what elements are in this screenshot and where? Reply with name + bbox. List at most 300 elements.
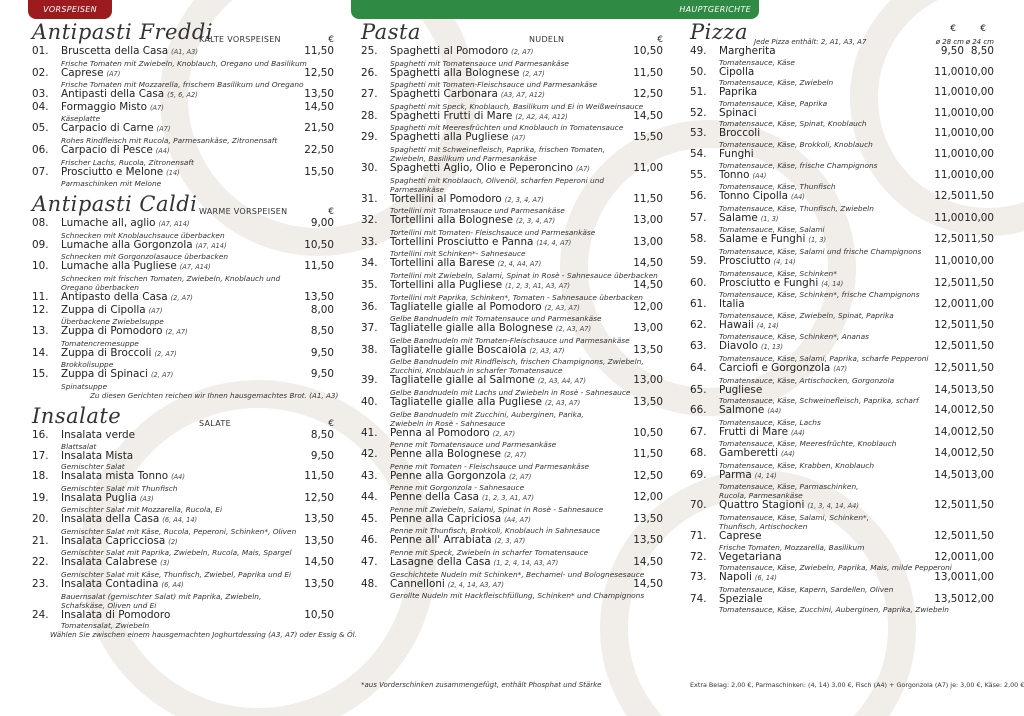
item-name bbox=[61, 348, 300, 361]
item-allergens: (A4) bbox=[791, 193, 805, 202]
item-description: Käseplatte bbox=[61, 114, 101, 124]
item-name bbox=[719, 500, 924, 513]
item-number: 54. bbox=[690, 147, 707, 160]
menu-item bbox=[690, 552, 994, 573]
menu-item bbox=[690, 500, 994, 531]
menu-item-row bbox=[361, 471, 663, 484]
insalate-list bbox=[32, 430, 334, 630]
item-number: 12. bbox=[32, 303, 49, 316]
currency-label: € bbox=[950, 24, 956, 34]
item-number: 06. bbox=[32, 143, 49, 156]
item-price-small: 10,00 bbox=[964, 86, 994, 99]
section-subtitle: KALTE VORSPEISEN bbox=[199, 35, 281, 44]
ham-footnote: *aus Vorderschinken zusammengefügt, enthält Phosphat und Stärke bbox=[361, 681, 602, 689]
item-description: Tomatensauce, Käse, Zwiebeln, Paprika, Mais, milde Pepperoni bbox=[719, 563, 952, 573]
item-title: Tortellini al Pomodoro bbox=[390, 193, 502, 205]
item-title: Napoli bbox=[719, 572, 752, 584]
item-title: Insalata Puglia bbox=[61, 492, 137, 504]
item-title: Spinaci bbox=[719, 107, 757, 119]
section-header-pizza bbox=[690, 20, 994, 46]
item-allergens: (A4) bbox=[171, 473, 185, 482]
menu-item bbox=[690, 108, 994, 129]
item-description: Gemischter Salat mit Paprika, Zwiebeln, Rucola, Mais, Spargel bbox=[61, 548, 292, 558]
item-number: 40. bbox=[361, 395, 378, 408]
item-description: Tomatensauce, Käse, Krabben, Knoblauch bbox=[719, 460, 875, 470]
item-price: 14,50 bbox=[633, 577, 663, 590]
item-description: Blattsalat bbox=[61, 441, 97, 451]
item-price: 11,50 bbox=[304, 45, 334, 57]
item-allergens: (14) bbox=[166, 168, 180, 177]
item-description: Bauernsalat (gemischter Salat) mit Paprika, Zwiebeln, bbox=[61, 591, 262, 601]
item-title: Parma bbox=[719, 469, 752, 481]
item-description: Spinatsuppe bbox=[61, 381, 108, 391]
menu-item bbox=[690, 87, 994, 108]
item-allergens: (2, A3, A7) bbox=[529, 346, 565, 355]
item-price: 14,50 bbox=[304, 100, 334, 113]
menu-item bbox=[690, 572, 994, 594]
item-allergens: (A7) bbox=[106, 69, 121, 78]
item-title: Diavolo bbox=[719, 341, 759, 353]
item-description: Zwiebeln, Basilikum und Parmesankäse bbox=[390, 153, 537, 163]
item-price: 11,00 bbox=[633, 161, 663, 174]
item-description: Spaghetti mit Schweinefleisch, Paprika, frischen Tomaten, bbox=[390, 144, 605, 154]
menu-item-row bbox=[690, 46, 994, 58]
item-price: 13,50 bbox=[304, 88, 334, 101]
item-allergens: (4, 14) bbox=[756, 321, 779, 330]
menu-item bbox=[32, 167, 334, 189]
item-description: Oregano überbacken bbox=[61, 282, 139, 292]
item-description: Spaghetti mit Tomaten-Fleischsauce und Parmesankäse bbox=[390, 80, 598, 90]
item-description: Rucola, Parmesankäse bbox=[719, 491, 803, 501]
menu-item bbox=[690, 448, 994, 470]
item-allergens: (14, 4, A7) bbox=[536, 238, 572, 247]
item-name bbox=[390, 514, 629, 527]
item-description: Gemischter Salat mit Käse, Rucola, Peperoni, Schinken*, Oliven bbox=[61, 526, 297, 536]
item-number: 52. bbox=[690, 106, 707, 119]
item-name bbox=[61, 536, 300, 549]
item-description: Penne mit Speck, Zwiebeln in scharfer Tomatensauce bbox=[390, 548, 589, 558]
item-allergens: (1, 2, 4, 14, A3, A7) bbox=[493, 559, 559, 568]
item-allergens: (1, 2, 3, A1, A3, A7) bbox=[505, 281, 570, 290]
item-price-small: 11,00 bbox=[964, 550, 994, 563]
item-name bbox=[61, 326, 300, 339]
dressing-note: Wählen Sie zwischen einem hausgemachten Joghurtdessing (A3, A7) oder Essig & Öl. bbox=[50, 630, 357, 640]
item-title: Vegetariana bbox=[719, 551, 782, 563]
item-name bbox=[61, 451, 300, 463]
item-allergens: (A3) bbox=[139, 494, 154, 503]
item-name bbox=[719, 108, 924, 120]
pizza-list bbox=[690, 46, 994, 614]
item-name bbox=[390, 397, 629, 410]
menu-item bbox=[361, 579, 663, 601]
item-description: Tomatensauce, Käse, Schinken*, frische Champignons bbox=[719, 290, 920, 300]
item-allergens: (4, 14) bbox=[754, 471, 777, 480]
menu-item-row bbox=[361, 215, 663, 228]
item-price-small: 12,50 bbox=[964, 425, 994, 438]
item-title: Spaghetti Carbonara bbox=[390, 89, 498, 101]
item-number: 43. bbox=[361, 469, 378, 482]
item-number: 44. bbox=[361, 491, 378, 504]
menu-item bbox=[32, 493, 334, 515]
item-number: 73. bbox=[690, 571, 707, 584]
menu-item-row bbox=[690, 427, 994, 440]
item-description: Gemischter Salat mit Käse, Thunfisch, Zwiebel, Paprika und Ei bbox=[61, 570, 292, 580]
item-price: 12,50 bbox=[304, 491, 334, 504]
item-price-large: 12,50 bbox=[934, 499, 964, 512]
menu-item-row bbox=[690, 234, 994, 247]
menu-item bbox=[690, 341, 994, 363]
item-price: 11,50 bbox=[304, 260, 334, 273]
item-allergens: (A4) bbox=[781, 450, 795, 459]
extra-toppings-note: Extra Belag: 2,00 €, Parmaschinken: (4, 14) 3,00 €, Fisch (A4) + Gorgonzola (A7) je: 3,00 €, Käse: 2,00 € bbox=[690, 681, 1024, 689]
item-price: 13,50 bbox=[304, 513, 334, 526]
item-description: Tomatensauce, Käse, Paprika bbox=[719, 98, 828, 108]
menu-item-row bbox=[361, 557, 663, 570]
menu-item bbox=[690, 191, 994, 213]
item-title: Carciofi e Gorgonzola bbox=[719, 362, 831, 374]
section-header-antipasti-freddi bbox=[32, 20, 334, 46]
menu-item-row bbox=[361, 345, 663, 358]
item-price-small: 11,50 bbox=[964, 530, 994, 543]
menu-item-row bbox=[690, 405, 994, 418]
item-name bbox=[61, 68, 300, 81]
item-number: 50. bbox=[690, 65, 707, 78]
item-number: 46. bbox=[361, 534, 378, 547]
item-description: Tomatensauce, Käse, Salami und frische Champignons bbox=[719, 246, 922, 256]
menu-item-row bbox=[32, 46, 334, 59]
menu-item bbox=[32, 610, 334, 631]
menu-item bbox=[361, 471, 663, 493]
item-price-large: 14,00 bbox=[934, 425, 964, 438]
item-description: Tomatensauce, Käse, Salami, Schinken*, bbox=[719, 513, 870, 523]
item-title: Tagliatelle gialle alla Bolognese bbox=[390, 323, 553, 335]
item-price-large: 12,50 bbox=[934, 233, 964, 246]
item-title: Lumache alla Pugliese bbox=[61, 261, 177, 273]
item-title: Tagliatelle gialle al Pomodoro bbox=[390, 301, 542, 313]
item-price: 10,50 bbox=[304, 238, 334, 251]
item-title: Tonno bbox=[719, 169, 750, 181]
item-price: 10,50 bbox=[633, 426, 663, 439]
item-title: Lasagne della Casa bbox=[390, 557, 491, 569]
menu-item bbox=[690, 470, 994, 501]
menu-item bbox=[690, 213, 994, 235]
menu-item-row bbox=[690, 531, 994, 543]
menu-item bbox=[32, 557, 334, 579]
item-price-small: 10,00 bbox=[964, 168, 994, 181]
item-description: Gerollte Nudeln mit Hackfleischfüllung, Schinken* und Champignons bbox=[390, 591, 645, 601]
item-allergens: (2, A7) bbox=[150, 371, 174, 380]
item-allergens: (4, 14) bbox=[773, 257, 796, 266]
item-allergens: (1, 13) bbox=[761, 343, 783, 352]
item-name bbox=[390, 579, 629, 592]
item-price: 21,50 bbox=[304, 122, 334, 135]
item-price-small: 11,50 bbox=[964, 233, 994, 246]
item-title: Cannelloni bbox=[390, 578, 445, 590]
item-allergens: (1, 3) bbox=[760, 214, 779, 223]
item-price-small: 11,00 bbox=[964, 298, 994, 311]
currency-label: € bbox=[328, 35, 334, 45]
item-description: Zwiebeln in Rosè - Sahnesauce bbox=[390, 418, 506, 428]
item-name bbox=[61, 218, 300, 231]
menu-item bbox=[361, 345, 663, 376]
item-number: 31. bbox=[361, 192, 378, 205]
item-title: Insalata Calabrese bbox=[61, 557, 158, 569]
item-number: 18. bbox=[32, 470, 49, 483]
item-title: Zuppa di Cipolla bbox=[61, 304, 146, 316]
item-allergens: (6, A4, 14) bbox=[162, 516, 198, 525]
item-name bbox=[390, 132, 629, 145]
item-number: 32. bbox=[361, 214, 378, 227]
item-title: Tagliatelle gialle alla Pugliese bbox=[390, 396, 543, 408]
item-price: 12,00 bbox=[633, 300, 663, 313]
item-title: Insalata Mista bbox=[61, 450, 134, 462]
item-description: Tomatensauce, Käse, Zwiebeln, Spinat, Paprika bbox=[719, 310, 894, 320]
item-description: Tomatensauce, Käse, Zwiebeln bbox=[719, 78, 834, 88]
item-description: Tomatensauce, Käse, Zucchini, Auberginen, Paprika, Zwiebeln bbox=[719, 605, 949, 615]
item-name bbox=[390, 302, 629, 315]
menu-item bbox=[32, 89, 334, 102]
item-description: Tortellini mit Zwiebeln, Salami, Spinat in Rosè - Sahnesauce überbacken bbox=[390, 270, 658, 280]
item-name bbox=[719, 149, 924, 161]
item-title: Antipasto della Casa bbox=[61, 291, 168, 303]
item-price: 11,50 bbox=[633, 192, 663, 205]
item-description: Tortellini mit Tomatensauce und Parmesankäse bbox=[390, 206, 565, 216]
menu-item-row bbox=[32, 240, 334, 253]
item-name bbox=[61, 89, 300, 102]
item-description: Tomatensauce, Käse, Salami, Paprika, scharfe Pepperoni bbox=[719, 353, 929, 363]
item-name bbox=[390, 449, 629, 462]
item-price-large: 12,50 bbox=[934, 276, 964, 289]
menu-item-row bbox=[690, 552, 994, 564]
item-description: Gelbe Bandnudeln mit Tomatensauce und Parmesankäse bbox=[390, 314, 602, 324]
item-title: Frutti di Mare bbox=[719, 426, 788, 438]
item-allergens: (2, A7) bbox=[154, 349, 177, 358]
item-number: 16. bbox=[32, 428, 49, 441]
item-title: Salame bbox=[719, 212, 758, 224]
menu-item bbox=[32, 430, 334, 451]
item-price-small: 11,50 bbox=[964, 499, 994, 512]
item-allergens: (2, A7) bbox=[165, 328, 188, 337]
menu-item bbox=[32, 536, 334, 558]
item-description: Penne mit Gorgonzola - Sahnesauce bbox=[390, 483, 525, 493]
item-price: 11,50 bbox=[633, 66, 663, 79]
item-price-large: 11,00 bbox=[934, 211, 964, 224]
item-name bbox=[390, 111, 629, 124]
item-number: 71. bbox=[690, 530, 707, 543]
menu-item bbox=[690, 128, 994, 149]
section-header-pasta bbox=[361, 20, 663, 46]
menu-item bbox=[32, 292, 334, 305]
item-allergens: (2, A3, A4, A7) bbox=[537, 377, 586, 386]
item-name bbox=[390, 46, 629, 59]
item-description: Brokkolisuppe bbox=[61, 360, 114, 370]
item-allergens: (A7) bbox=[511, 134, 526, 143]
bread-note: Zu diesen Gerichten reichen wir Ihnen hausgemachtes Brot. (A1, A3) bbox=[90, 390, 339, 400]
item-title: Hawaii bbox=[719, 319, 754, 331]
item-name bbox=[61, 369, 300, 382]
item-price-small: 12,50 bbox=[964, 447, 994, 460]
item-price-small: 12,00 bbox=[964, 592, 994, 605]
item-title: Tagliatelle gialle al Salmone bbox=[390, 375, 535, 387]
item-number: 26. bbox=[361, 66, 378, 79]
menu-item bbox=[690, 67, 994, 88]
item-title: Prosciutto bbox=[719, 255, 771, 267]
item-title: Pugliese bbox=[719, 384, 763, 396]
item-name bbox=[390, 323, 629, 336]
menu-item-row bbox=[690, 341, 994, 354]
item-name bbox=[61, 305, 300, 318]
item-description: Tomatensauce, Käse, Spinat, Knoblauch bbox=[719, 119, 867, 129]
item-price: 13,00 bbox=[633, 322, 663, 335]
item-title: Italia bbox=[719, 299, 745, 311]
item-price-large: 12,50 bbox=[934, 361, 964, 374]
item-description: Tomatensauce, Käse, Thunfisch, Zwiebeln bbox=[719, 203, 874, 213]
item-description: Thunfisch, Artischocken bbox=[719, 522, 808, 532]
item-price: 10,50 bbox=[633, 45, 663, 57]
item-allergens: (2, 3, 4, A7) bbox=[516, 217, 556, 226]
currency-label: € bbox=[328, 207, 334, 218]
item-description: Spaghetti mit Tomatensauce und Parmesankäse bbox=[390, 58, 569, 68]
item-description: Schnecken mit frischen Tomaten, Zwiebeln, Knoblauch und bbox=[61, 273, 281, 283]
menu-item-row bbox=[361, 132, 663, 145]
menu-item-row bbox=[361, 111, 663, 124]
menu-item bbox=[32, 305, 334, 327]
item-name bbox=[61, 579, 300, 592]
item-allergens: (1, 2, 3, A1, A7) bbox=[482, 494, 534, 503]
item-description: Schnecken mit Gorgonzolasauce überbacken bbox=[61, 252, 229, 262]
item-allergens: (6, 14) bbox=[754, 574, 777, 583]
item-description: Tomatensalat, Zwiebeln bbox=[61, 621, 150, 631]
item-description: Parmesankäse bbox=[390, 184, 445, 194]
item-price-small: 10,00 bbox=[964, 211, 994, 224]
item-title: Paprika bbox=[719, 87, 758, 99]
menu-item-row bbox=[361, 194, 663, 207]
item-name bbox=[390, 215, 629, 228]
menu-item bbox=[361, 215, 663, 237]
item-price: 13,00 bbox=[633, 214, 663, 227]
menu-item bbox=[361, 514, 663, 536]
item-price-small: 11,50 bbox=[964, 190, 994, 203]
menu-item bbox=[690, 385, 994, 406]
item-allergens: (A4) bbox=[752, 171, 767, 180]
item-price: 15,50 bbox=[304, 165, 334, 178]
menu-item-row bbox=[690, 87, 994, 99]
menu-item-row bbox=[690, 128, 994, 140]
menu-item bbox=[32, 240, 334, 262]
item-number: 68. bbox=[690, 447, 707, 460]
item-title: Tortellini alla Bolognese bbox=[390, 215, 514, 227]
menu-item-row bbox=[361, 535, 663, 548]
item-description: Gelbe Bandnudeln mit Rindfleisch, frischen Champignons, Zwiebeln, bbox=[390, 357, 644, 367]
menu-item bbox=[32, 471, 334, 493]
menu-item bbox=[690, 594, 994, 615]
item-name bbox=[719, 128, 924, 140]
item-title: Cipolla bbox=[719, 66, 755, 78]
column-starters bbox=[32, 20, 357, 640]
item-title: Spaghetti al Pomodoro bbox=[390, 46, 509, 57]
menu-item bbox=[32, 579, 334, 610]
item-description: Penne mit Tomatensauce und Parmesankäse bbox=[390, 440, 557, 450]
item-price-small: 11,00 bbox=[964, 571, 994, 584]
item-name bbox=[61, 145, 300, 158]
item-price: 8,00 bbox=[310, 303, 334, 316]
item-name bbox=[61, 102, 300, 115]
item-description: Tomatensauce, Käse, Brokkoli, Knoblauch bbox=[719, 139, 873, 149]
item-name bbox=[719, 363, 924, 376]
menu-item bbox=[361, 163, 663, 194]
menu-item-row bbox=[32, 292, 334, 305]
item-description: Tomatensauce, Käse, Lachs bbox=[719, 417, 821, 427]
item-allergens: (A1, A3) bbox=[171, 48, 198, 56]
item-number: 45. bbox=[361, 512, 378, 525]
menu-item bbox=[690, 149, 994, 170]
menu-item bbox=[361, 323, 663, 345]
currency-label: € bbox=[980, 24, 986, 34]
item-price-small: 13,50 bbox=[964, 383, 994, 396]
item-allergens: (A7) bbox=[148, 306, 163, 315]
item-number: 57. bbox=[690, 211, 707, 224]
item-name bbox=[61, 471, 300, 484]
item-price: 13,50 bbox=[633, 534, 663, 547]
item-number: 35. bbox=[361, 278, 378, 291]
item-name bbox=[390, 492, 629, 505]
item-allergens: (A3, A7, A12) bbox=[500, 91, 545, 100]
menu-item-row bbox=[690, 594, 994, 606]
item-price-small: 10,00 bbox=[964, 147, 994, 160]
antipasti-freddi-list bbox=[32, 46, 334, 188]
item-title: Insalata mista Tonno bbox=[61, 471, 169, 483]
item-price-small: 13,00 bbox=[964, 468, 994, 481]
item-price-large: 11,00 bbox=[934, 86, 964, 99]
item-price-large: 14,00 bbox=[934, 404, 964, 417]
item-price-large: 14,50 bbox=[934, 383, 964, 396]
menu-item-row bbox=[690, 108, 994, 120]
item-number: 49. bbox=[690, 45, 707, 57]
item-number: 47. bbox=[361, 556, 378, 569]
item-number: 28. bbox=[361, 109, 378, 122]
item-name bbox=[719, 470, 924, 483]
item-price: 11,50 bbox=[304, 470, 334, 483]
currency-label: € bbox=[328, 418, 334, 429]
section-subtitle: NUDELN bbox=[529, 35, 565, 44]
item-price: 13,00 bbox=[633, 374, 663, 387]
item-number: 02. bbox=[32, 66, 49, 79]
menu-item bbox=[690, 234, 994, 256]
item-name bbox=[61, 123, 300, 136]
item-price-large: 14,50 bbox=[934, 468, 964, 481]
item-name bbox=[719, 405, 924, 418]
item-allergens: (2, 3, A7) bbox=[494, 537, 526, 546]
item-description: Tomatensauce, Käse, Meeresfrüchte, Knoblauch bbox=[719, 439, 897, 449]
item-price: 13,50 bbox=[633, 395, 663, 408]
item-description: Gelbe Bandnudeln mit Lachs und Zwiebeln in Rosè - Sahnesauce bbox=[390, 387, 631, 397]
item-price-large: 11,00 bbox=[934, 65, 964, 78]
menu-item-row bbox=[690, 149, 994, 161]
item-title: Tortellini alla Barese bbox=[390, 258, 495, 270]
menu-item bbox=[361, 111, 663, 133]
item-number: 38. bbox=[361, 343, 378, 356]
item-number: 07. bbox=[32, 165, 49, 178]
item-price: 14,50 bbox=[633, 278, 663, 291]
menu-item-row bbox=[32, 369, 334, 382]
menu-item-row bbox=[32, 610, 334, 622]
menu-item-row bbox=[32, 536, 334, 549]
item-number: 11. bbox=[32, 290, 49, 303]
item-name bbox=[719, 234, 924, 247]
item-number: 04. bbox=[32, 100, 49, 113]
item-number: 19. bbox=[32, 491, 49, 504]
menu-item-row bbox=[690, 299, 994, 311]
